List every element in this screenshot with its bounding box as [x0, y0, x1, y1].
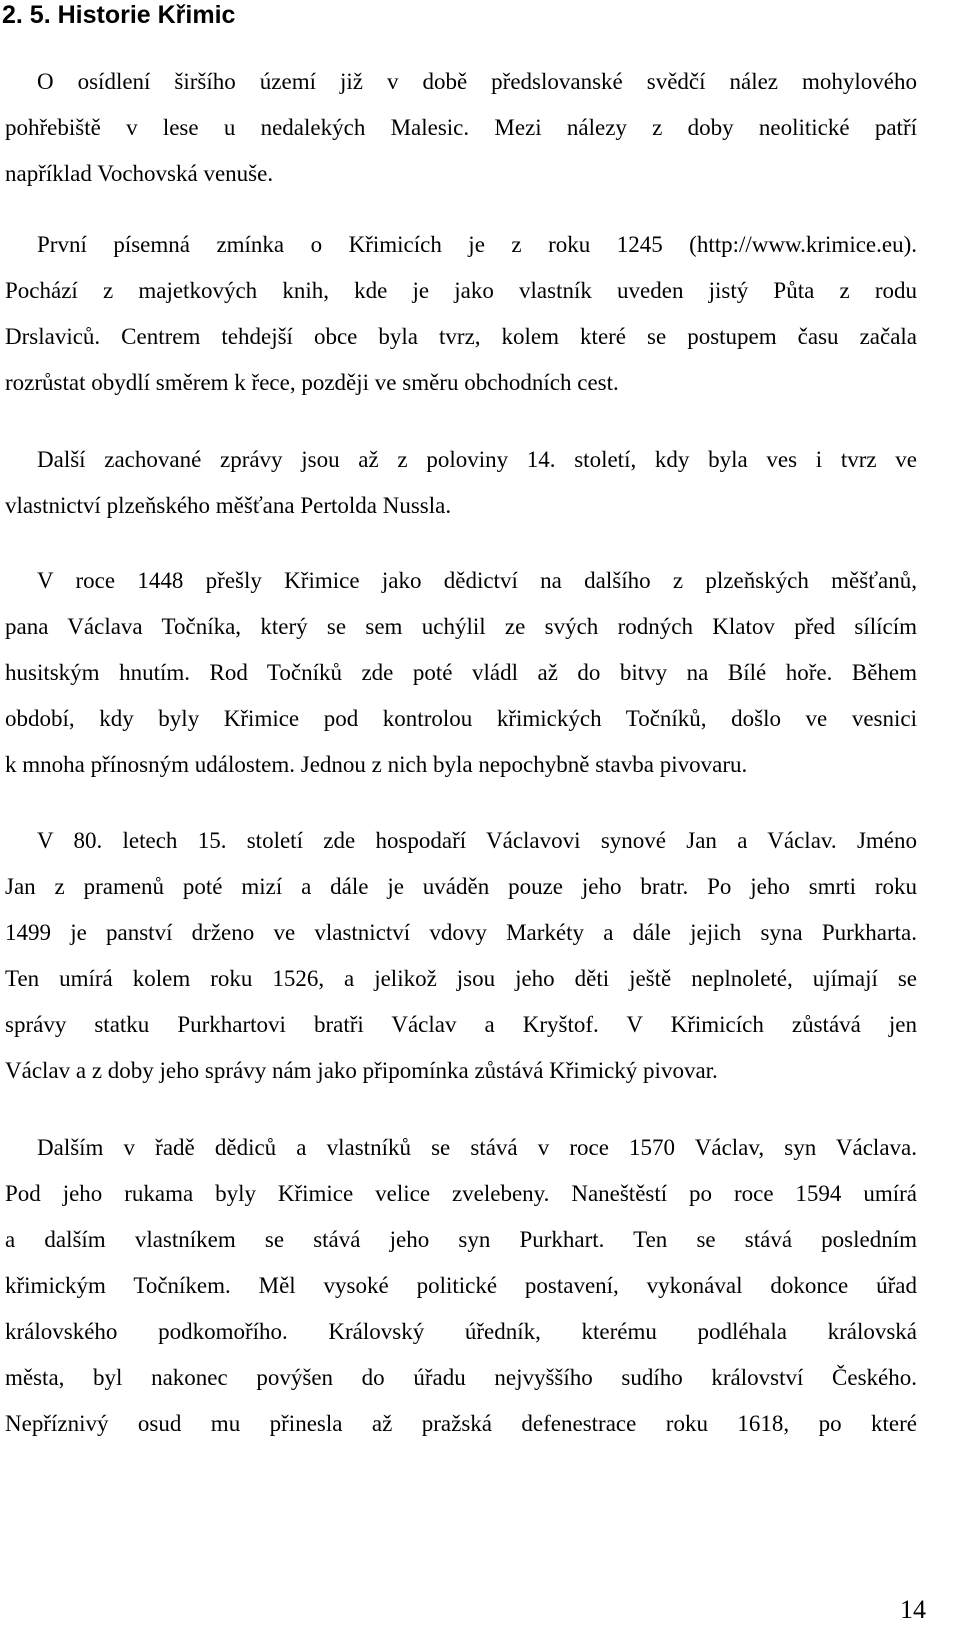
text-line: 1499 je panství drženo ve vlastnictví vdovy Markéty a dále jejich syna Purkharta.	[5, 920, 917, 945]
text-line: Drslaviců. Centrem tehdejší obce byla tvrz, kolem které se postupem času začala	[5, 324, 917, 349]
text-line: Dalším v řadě dědiců a vlastníků se stává v roce 1570 Václav, syn Václava.	[37, 1135, 917, 1160]
text-line: rozrůstat obydlí směrem k řece, později ve směru obchodních cest.	[5, 370, 619, 395]
text-line: Nepříznivý osud mu přinesla až pražská defenestrace roku 1618, po které	[5, 1411, 917, 1436]
text-line: Další zachované zprávy jsou až z poloviny 14. století, kdy byla ves i tvrz ve	[37, 447, 917, 472]
text-line: Jan z pramenů poté mizí a dále je uváděn pouze jeho bratr. Po jeho smrti roku	[5, 874, 917, 899]
text-line: V roce 1448 přešly Křimice jako dědictví na dalšího z plzeňských měšťanů,	[37, 568, 917, 593]
text-line: Václav a z doby jeho správy nám jako připomínka zůstává Křimický pivovar.	[5, 1058, 718, 1083]
text-line: husitským hnutím. Rod Točníků zde poté vládl až do bitvy na Bílé hoře. Během	[5, 660, 917, 685]
text-line: královského podkomořího. Královský úředník, kterému podléhala královská	[5, 1319, 917, 1344]
text-line: pohřebiště v lese u nedalekých Malesic. Mezi nálezy z doby neolitické patří	[5, 115, 917, 140]
text-line: O osídlení širšího území již v době předslovanské svědčí nález mohylového	[37, 69, 917, 94]
text-line: pana Václava Točníka, který se sem uchýlil ze svých rodných Klatov před sílícím	[5, 614, 917, 639]
text-line: Pochází z majetkových knih, kde je jako vlastník uveden jistý Půta z rodu	[5, 278, 917, 303]
text-line: města, byl nakonec povýšen do úřadu nejvyššího sudího království Českého.	[5, 1365, 917, 1390]
text-line: období, kdy byly Křimice pod kontrolou křimických Točníků, došlo ve vesnici	[5, 706, 917, 731]
page-number: 14	[900, 1595, 926, 1624]
text-line: Ten umírá kolem roku 1526, a jelikož jsou jeho děti ještě neplnoleté, ujímají se	[5, 966, 917, 991]
text-line: Pod jeho rukama byly Křimice velice zvelebeny. Naneštěstí po roce 1594 umírá	[5, 1181, 917, 1206]
text-line: a dalším vlastníkem se stává jeho syn Purkhart. Ten se stává posledním	[5, 1227, 917, 1252]
text-line: k mnoha přínosným událostem. Jednou z nich byla nepochybně stavba pivovaru.	[5, 752, 748, 777]
text-line: například Vochovská venuše.	[5, 161, 274, 186]
text-line: správy statku Purkhartovi bratři Václav a Kryštof. V Křimicích zůstává jen	[5, 1012, 917, 1037]
section-heading: 2. 5. Historie Křimic	[2, 1, 236, 29]
text-line: křimickým Točníkem. Měl vysoké politické postavení, vykonával dokonce úřad	[5, 1273, 917, 1298]
text-line: vlastnictví plzeňského měšťana Pertolda Nussla.	[5, 493, 452, 518]
text-line: První písemná zmínka o Křimicích je z roku 1245 (http://www.krimice.eu).	[37, 232, 917, 257]
text-line: V 80. letech 15. století zde hospodaří Václavovi synové Jan a Václav. Jméno	[37, 828, 917, 853]
